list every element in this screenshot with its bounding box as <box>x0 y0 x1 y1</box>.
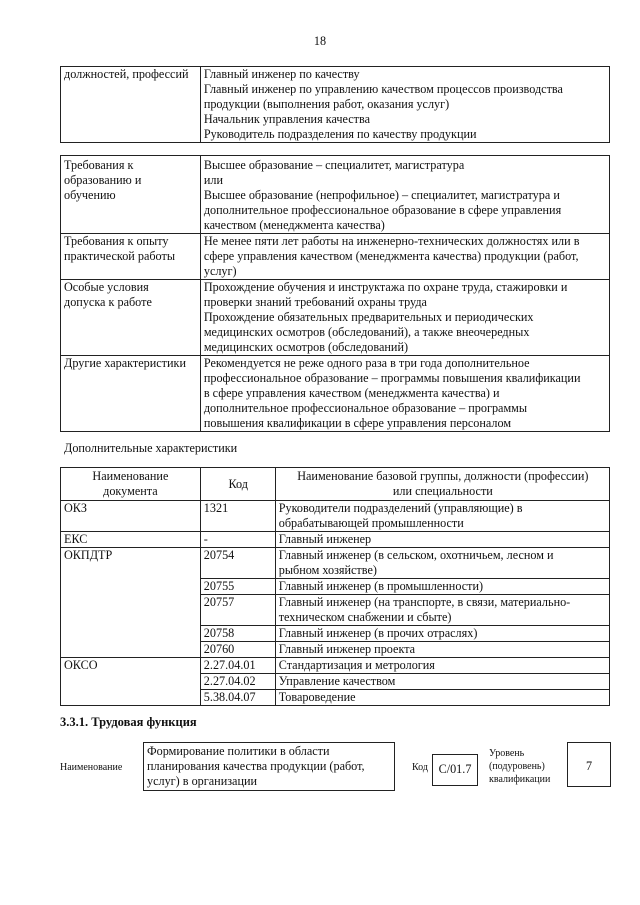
header-doc <box>61 468 201 501</box>
value-line: медицинских осмотров (обследований), а также внеочередных <box>203 325 530 339</box>
level-label-line: (подуровень) <box>489 761 545 772</box>
row-doc: ЕКС <box>61 532 201 548</box>
label-line: Другие характеристики <box>64 356 186 370</box>
section-title: 3.3.1. Трудовая функция <box>60 715 197 729</box>
name-line: Управление качеством <box>278 674 396 688</box>
row-code: - <box>200 532 275 548</box>
value-line: Рекомендуется не реже одного раза в три года дополнительное <box>203 356 530 370</box>
function-name-box <box>143 742 395 791</box>
value-line: проверки знаний требований охраны труда <box>203 295 427 309</box>
header-name <box>275 468 609 501</box>
table-row <box>61 548 610 579</box>
value-line: дополнительное профессиональное образование в сфере управления <box>203 203 562 217</box>
name-line: Товароведение <box>278 690 356 704</box>
value-line: Прохождение обучения и инструктажа по охране труда, стажировки и <box>203 280 568 294</box>
label-line: обучению <box>64 188 116 202</box>
row-doc: ОКЗ <box>61 501 201 532</box>
value-line: услуг) <box>203 264 237 278</box>
name-line: рыбном хозяйстве) <box>278 563 377 577</box>
row-name <box>275 595 609 626</box>
value-line: сфере управления качеством (менеджмента качества) продукции (работ, <box>203 249 579 263</box>
row-name <box>275 642 609 658</box>
row-value <box>200 280 609 356</box>
value-line: Не менее пяти лет работы на инженерно-технических должностях или в <box>203 234 580 248</box>
function-name-line: услуг) в организации <box>147 774 258 788</box>
value-line: в сфере управления качеством (менеджмента качества) и <box>203 386 500 400</box>
requirements-row-experience <box>61 234 610 280</box>
name-line: Руководители подразделений (управляющие) в <box>278 501 523 515</box>
name-line: обрабатывающей промышленности <box>278 516 464 530</box>
row-name <box>275 501 609 532</box>
row-code: 20755 <box>200 579 275 595</box>
value-line: Высшее образование – специалитет, магистратура <box>203 158 465 172</box>
row-value <box>200 356 609 432</box>
row-doc: ОКСО <box>61 658 201 706</box>
positions-list <box>200 67 609 143</box>
requirements-row-education <box>61 156 610 234</box>
name-label: Наименование <box>60 762 123 773</box>
row-name <box>275 626 609 642</box>
label-line: практической работы <box>64 249 176 263</box>
requirements-table <box>60 155 610 432</box>
classifiers-header <box>61 468 610 501</box>
positions-label: должностей, профессий <box>61 67 201 143</box>
row-value <box>200 234 609 280</box>
row-code: 2.27.04.01 <box>200 658 275 674</box>
row-name <box>275 658 609 674</box>
header-line: документа <box>103 484 158 498</box>
name-line: техническом снабжении и сбыте) <box>278 610 452 624</box>
header-line: Наименование <box>92 469 169 483</box>
name-line: Главный инженер <box>278 532 372 546</box>
requirements-row-conditions <box>61 280 610 356</box>
level-value-box: 7 <box>567 742 611 787</box>
code-label: Код <box>412 762 428 773</box>
level-label-line: Уровень <box>489 748 525 759</box>
position-line: Руководитель подразделения по качеству продукции <box>203 127 477 141</box>
name-line: Главный инженер (на транспорте, в связи, материально- <box>278 595 571 609</box>
row-name <box>275 674 609 690</box>
table-row <box>61 501 610 532</box>
row-label <box>61 356 201 432</box>
row-code: 20754 <box>200 548 275 579</box>
value-line: или <box>203 173 223 187</box>
label-line: Требования к опыту <box>64 234 169 248</box>
value-line: Прохождение обязательных предварительных и периодических <box>203 310 534 324</box>
requirements-row-other <box>61 356 610 432</box>
code-value-box: С/01.7 <box>432 754 478 786</box>
position-line: продукции (выполнения работ, оказания услуг) <box>203 97 450 111</box>
additional-title: Дополнительные характеристики <box>64 441 238 455</box>
row-code: 1321 <box>200 501 275 532</box>
name-line: Главный инженер (в сельском, охотничьем, лесном и <box>278 548 554 562</box>
row-name <box>275 690 609 706</box>
function-name-line: планирования качества продукции (работ, <box>147 759 365 773</box>
function-name-line: Формирование политики в области <box>147 744 330 758</box>
level-label-line: квалификации <box>489 774 551 785</box>
positions-table <box>60 66 610 143</box>
value-line: медицинских осмотров (обследований) <box>203 340 409 354</box>
row-value <box>200 156 609 234</box>
value-line: качеством (менеджмента качества) <box>203 218 385 232</box>
row-doc: ОКПДТР <box>61 548 201 658</box>
row-label <box>61 234 201 280</box>
row-code: 20760 <box>200 642 275 658</box>
level-label <box>489 747 550 786</box>
value-line: Высшее образование (непрофильное) – специалитет, магистратура и <box>203 188 560 202</box>
row-name <box>275 532 609 548</box>
label-line: Особые условия <box>64 280 149 294</box>
header-line: или специальности <box>392 484 493 498</box>
name-line: Главный инженер (в промышленности) <box>278 579 484 593</box>
position-line: Главный инженер по управлению качеством процессов производства <box>203 82 563 96</box>
header-code: Код <box>200 468 275 501</box>
table-row <box>61 658 610 674</box>
value-line: дополнительное профессиональное образование – программы <box>203 401 528 415</box>
value-line: повышения квалификации в сфере управления персоналом <box>203 416 512 430</box>
row-code: 5.38.04.07 <box>200 690 275 706</box>
name-line: Главный инженер (в прочих отраслях) <box>278 626 478 640</box>
name-line: Стандартизация и метрология <box>278 658 435 672</box>
row-code: 20757 <box>200 595 275 626</box>
row-label <box>61 156 201 234</box>
row-code: 2.27.04.02 <box>200 674 275 690</box>
value-line: профессиональное образование – программы повышения квалификации <box>203 371 581 385</box>
row-code: 20758 <box>200 626 275 642</box>
row-name <box>275 548 609 579</box>
page-number: 18 <box>313 34 327 48</box>
table-row <box>61 532 610 548</box>
label-line: образованию и <box>64 173 142 187</box>
header-line: Наименование базовой группы, должности (профессии) <box>297 469 589 483</box>
classifiers-table <box>60 467 610 706</box>
row-label <box>61 280 201 356</box>
label-line: Требования к <box>64 158 134 172</box>
label-line: допуска к работе <box>64 295 152 309</box>
name-line: Главный инженер проекта <box>278 642 416 656</box>
row-name <box>275 579 609 595</box>
position-line: Главный инженер по качеству <box>203 67 360 81</box>
position-line: Начальник управления качества <box>203 112 370 126</box>
